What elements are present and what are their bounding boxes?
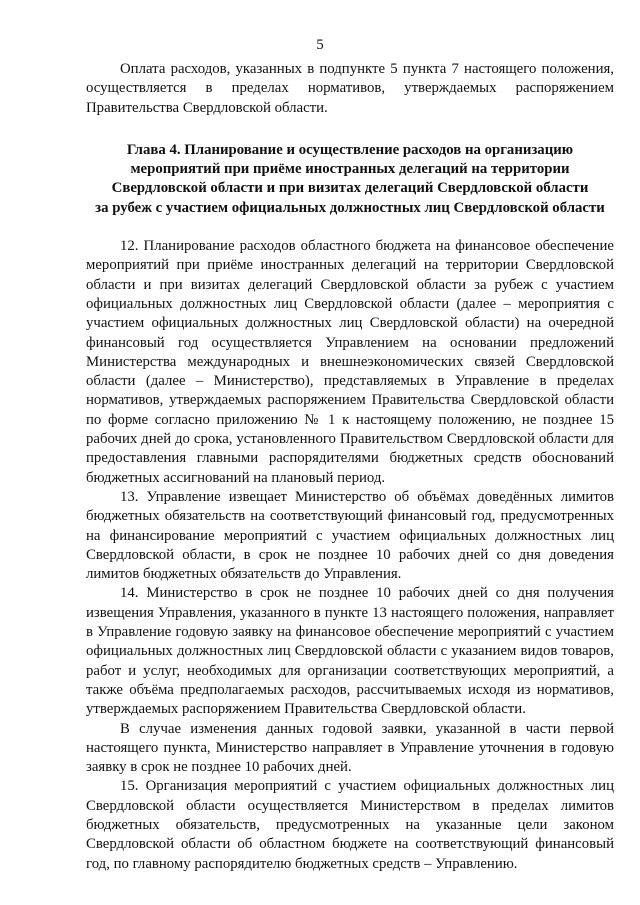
chapter-heading-line: мероприятий при приёме иностранных делегаций на территории bbox=[130, 161, 570, 178]
chapter-heading-line: за рубеж с участием официальных должностных лиц Свердловской области bbox=[95, 199, 605, 216]
paragraph-13: 13. Управление извещает Министерство об объёмах доведённых лимитов бюджетных обязательств на соответствующий финансовый год, предусмотренных на финансирование мероприятий с участием официальных должностных лиц Свердловской области, в срок не позднее 10 рабочих дней со дня доведения лимитов бюджетных обязательств до Управления. bbox=[86, 488, 614, 583]
paragraph-15: 15. Организация мероприятий с участием официальных должностных лиц Свердловской области осуществляется Министерством в пределах лимитов бюджетных обязательств, предусмотренных на указанные цели законом Свердловской области об областном бюджете на соответствующий финансовый год, по главному распорядителю бюджетных средств – Управлению. bbox=[86, 778, 614, 872]
chapter-heading bbox=[86, 141, 614, 218]
intro-paragraph: Оплата расходов, указанных в подпункте 5 пункта 7 настоящего положения, осуществляется в пределах нормативов, утверждаемых распоряжением Правительства Свердловской области. bbox=[86, 61, 614, 116]
chapter-heading-line: Глава 4. Планирование и осуществление расходов на организацию bbox=[126, 141, 574, 158]
document-body bbox=[86, 60, 614, 874]
paragraph-12: 12. Планирование расходов областного бюджета на финансовое обеспечение мероприятий при приёме иностранных делегаций на территории Свердловской области и при визитах делегаций Свердловской области за рубеж с участием официальных должностных лиц Свердловской области (далее – мероприятия с участием официальных должностных лиц Свердловской области) на очередной финансовый год осуществляется Управлением на основании предложений Министерства международных и внешнеэкономических связей Свердловской области (далее – Министерство), представляемых в Управление в пределах нормативов, утверждаемых распоряжением Правительства Свердловской области по форме согласно приложению № 1 к настоящему положению, не позднее 15 рабочих дней до срока, установленного Правительством Свердловской области для предоставления главными распорядителями бюджетных средств обоснований бюджетных ассигнований на плановый период. bbox=[86, 238, 614, 486]
chapter-heading-line: Свердловской области и при визитах делегаций Свердловской области bbox=[111, 180, 589, 197]
paragraph-14-part-2: В случае изменения данных годовой заявки, указанной в части первой настоящего пункта, Министерство направляет в Управление уточнения в годовую заявку в срок не позднее 10 рабочих дней. bbox=[86, 720, 614, 776]
paragraph-14: 14. Министерство в срок не позднее 10 рабочих дней со дня получения извещения Управления, указанного в пункте 13 настоящего положения, направляет в Управление годовую заявку на финансовое обеспечение мероприятий с участием официальных должностных лиц Свердловской области с указанием видов товаров, работ и услуг, необходимых для организации соответствующих мероприятий, а также объёма предполагаемых расходов, рассчитываемых исходя из нормативов, утверждаемых распоряжением Правительства Свердловской области. bbox=[86, 585, 614, 718]
page-number: 5 bbox=[316, 37, 324, 53]
